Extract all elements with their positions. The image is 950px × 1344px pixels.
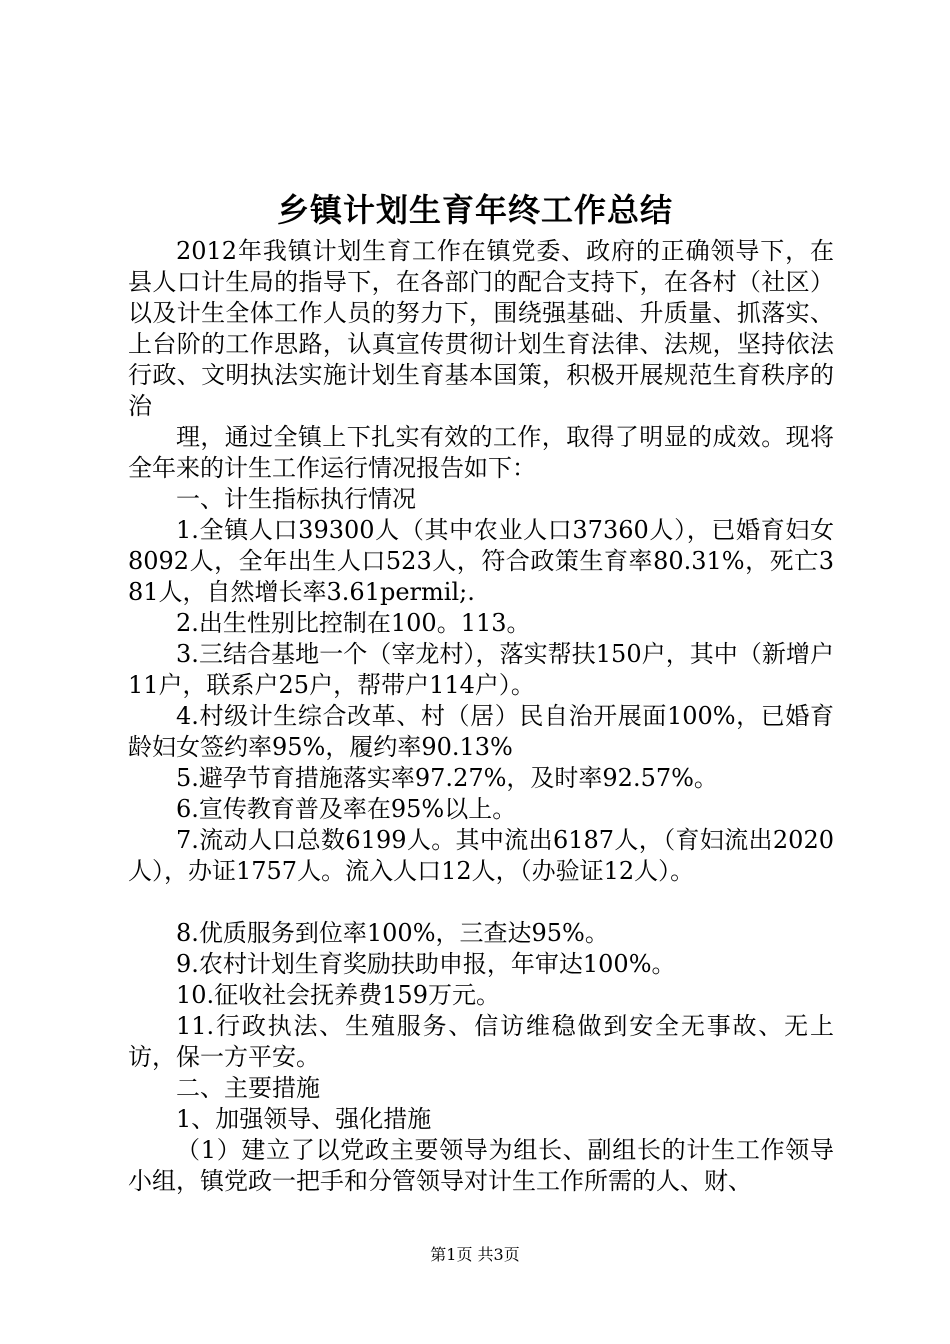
- document-body: [128, 236, 834, 1197]
- paragraph-intro: 2012年我镇计划生育工作在镇党委、政府的正确领导下，在县人口计生局的指导下，在各部门的配合支持下，在各村（社区）以及计生全体工作人员的努力下，围绕强基础、升质量、抓落实、上台阶的工作思路，认真宣传贯彻计划生育法律、法规，坚持依法行政、文明执法实施计划生育基本国策，积极开展规范生育秩序的治: [128, 237, 834, 420]
- page-number-footer: 第1页 共3页: [430, 1245, 520, 1264]
- list-item-6: 6.宣传教育普及率在95%以上。: [176, 795, 517, 823]
- list-item-10: 10.征收社会抚养费159万元。: [176, 981, 500, 1009]
- paragraph-measure-1: （1）建立了以党政主要领导为组长、副组长的计生工作领导小组，镇党政一把手和分管领导对计生工作所需的人、财、: [128, 1136, 834, 1195]
- list-item-1: 1.全镇人口39300人（其中农业人口37360人），已婚育妇女8092人，全年出生人口523人，符合政策生育率80.31%，死亡381人，自然增长率3.61permil;.: [128, 516, 834, 606]
- list-item-9: 9.农村计划生育奖励扶助申报，年审达100%。: [176, 950, 676, 978]
- list-item-8: 8.优质服务到位率100%，三查达95%。: [176, 919, 609, 947]
- document-title: 乡镇计划生育年终工作总结: [276, 191, 673, 229]
- list-item-5: 5.避孕节育措施落实率97.27%，及时率92.57%。: [176, 764, 718, 792]
- list-item-2: 2.出生性别比控制在100。113。: [176, 609, 531, 637]
- list-item-3: 3.三结合基地一个（宰龙村），落实帮扶150户，其中（新增户11户，联系户25户，帮带户114户）。: [128, 640, 834, 699]
- list-item-4: 4.村级计生综合改革、村（居）民自治开展面100%，已婚育龄妇女签约率95%，履约率90.13%: [128, 702, 834, 761]
- section-heading-2: 二、主要措施: [176, 1074, 320, 1102]
- paragraph-intro-continued: 理，通过全镇上下扎实有效的工作，取得了明显的成效。现将全年来的计生工作运行情况报告如下：: [128, 423, 834, 482]
- subsection-heading-1: 1、加强领导、强化措施: [176, 1105, 432, 1133]
- section-heading-1: 一、计生指标执行情况: [176, 485, 416, 513]
- list-item-7: 7.流动人口总数6199人。其中流出6187人，（育妇流出2020人），办证1757人。流入人口12人，（办验证12人）。: [128, 826, 834, 885]
- list-item-11: 11.行政执法、生殖服务、信访维稳做到安全无事故、无上访，保一方平安。: [128, 1012, 834, 1071]
